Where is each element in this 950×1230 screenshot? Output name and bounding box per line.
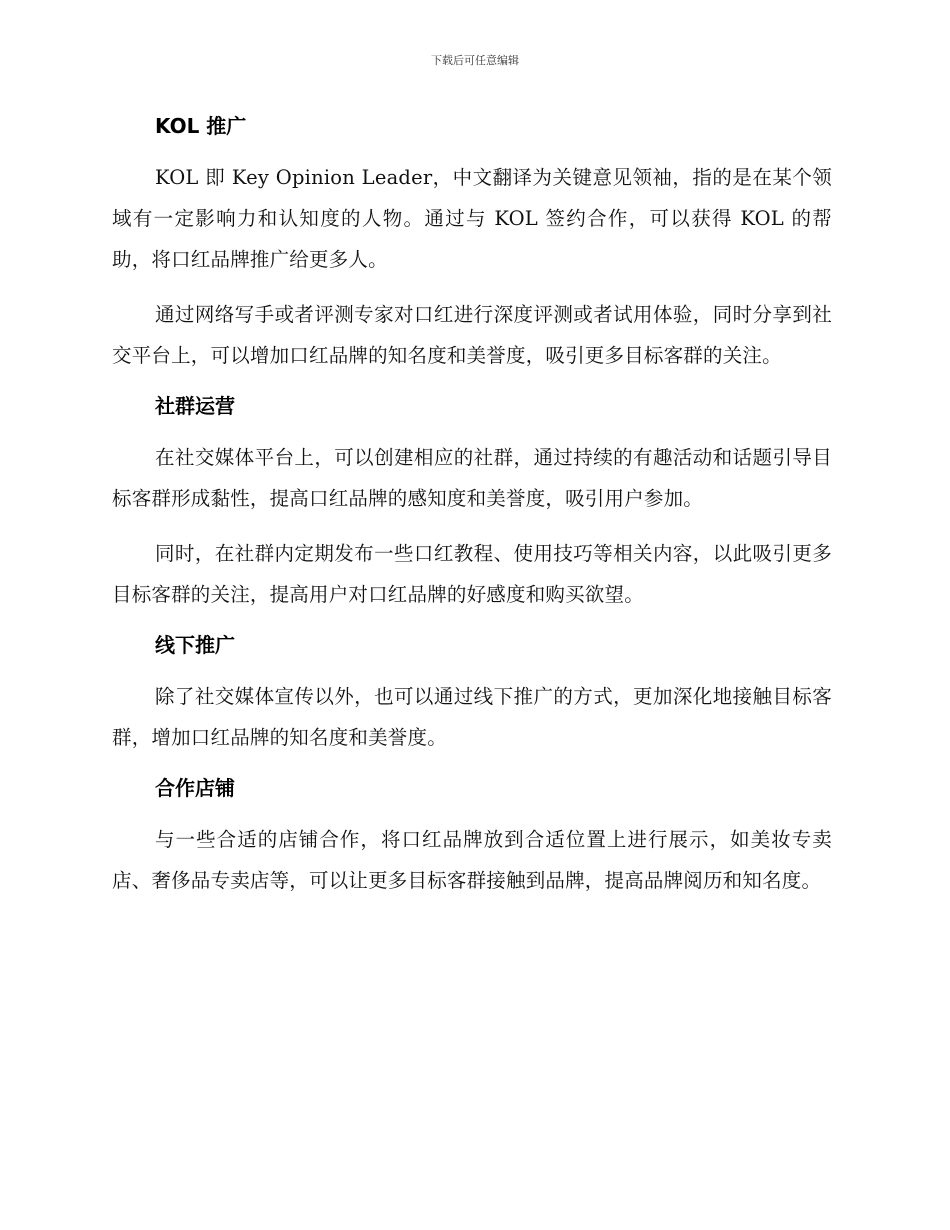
section-heading-offline: 线下推广 [155,633,235,657]
paragraph: 通过网络写手或者评测专家对口红进行深度评测或者试用体验，同时分享到社交平台上，可以增加口红品牌的知名度和美誉度，吸引更多目标客群的关注。 [112,303,832,367]
section-heading-partner-stores: 合作店铺 [155,776,235,800]
page-header-note: 下载后可任意编辑 [431,54,519,67]
section-heading-community: 社群运营 [155,394,235,418]
paragraph: 与一些合适的店铺合作，将口红品牌放到合适位置上进行展示，如美妆专卖店、奢侈品专卖店等，可以让更多目标客群接触到品牌，提高品牌阅历和知名度。 [112,828,832,892]
paragraph: KOL 即 Key Opinion Leader，中文翻译为关键意见领袖，指的是在某个领域有一定影响力和认知度的人物。通过与 KOL 签约合作，可以获得 KOL 的帮助，将口红品牌推广给更多人。 [112,166,832,271]
paragraph: 同时，在社群内定期发布一些口红教程、使用技巧等相关内容，以此吸引更多目标客群的关注，提高用户对口红品牌的好感度和购买欲望。 [112,542,832,606]
paragraph: 在社交媒体平台上，可以创建相应的社群，通过持续的有趣活动和话题引导目标客群形成黏性，提高口红品牌的感知度和美誉度，吸引用户参加。 [112,446,832,510]
document-body [112,108,832,901]
section-heading-kol: KOL 推广 [155,114,247,138]
paragraph: 除了社交媒体宣传以外，也可以通过线下推广的方式，更加深化地接触目标客群，增加口红品牌的知名度和美誉度。 [112,685,832,749]
